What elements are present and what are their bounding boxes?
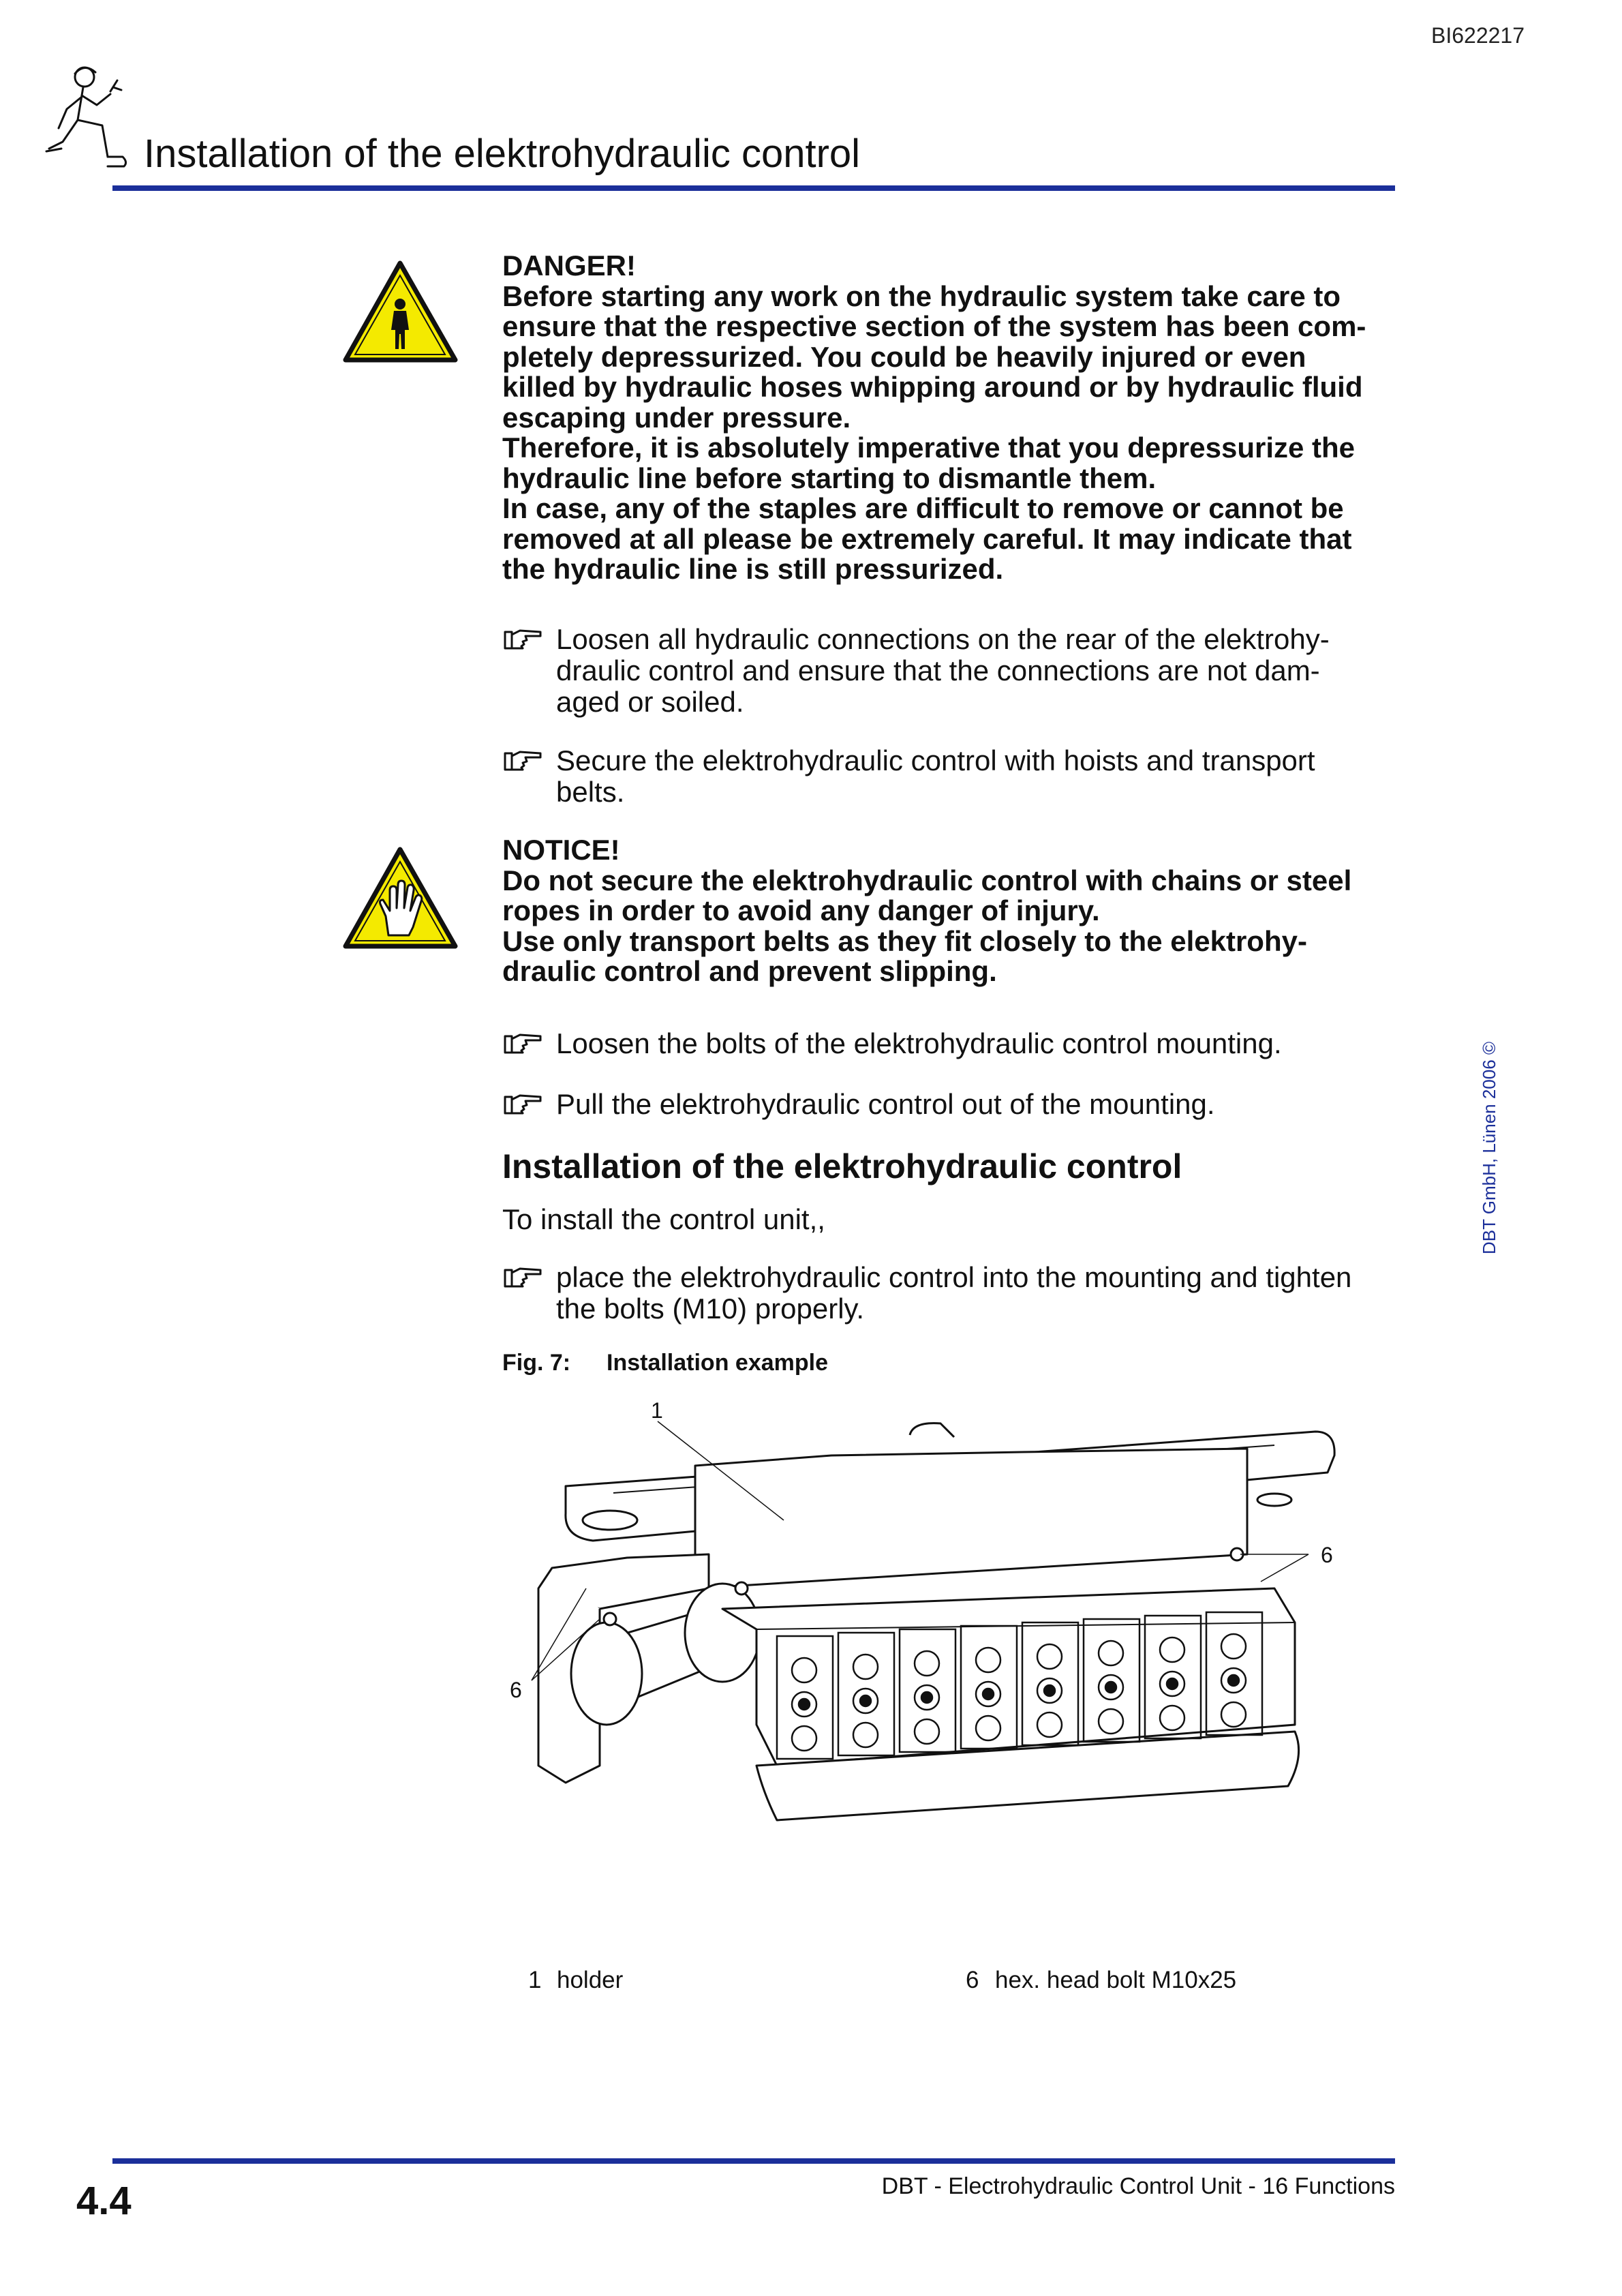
callout-6: 6 (510, 1678, 522, 1702)
notice-heading: NOTICE! (502, 834, 620, 866)
instruction-step (502, 1089, 1402, 1120)
pointing-hand-icon (502, 749, 543, 772)
figure-label: Fig. 7: (502, 1350, 571, 1376)
danger-line: hydraulic line before starting to dismantle them. (502, 462, 1157, 494)
warning-triangle-person-icon (341, 259, 460, 365)
instruction-step (502, 1262, 1402, 1325)
step-line: Loosen the bolts of the elektrohydraulic control mounting. (556, 1027, 1282, 1059)
instruction-step (502, 624, 1402, 718)
instruction-step (502, 1028, 1402, 1059)
pointing-hand-icon (502, 1093, 543, 1116)
page-title: Installation of the elektrohydraulic control (144, 132, 861, 176)
pointing-hand-icon (502, 628, 543, 651)
danger-line: Before starting any work on the hydraulic system take care to (502, 280, 1341, 312)
danger-notice (502, 251, 1402, 585)
step-line: belts. (556, 776, 625, 808)
warning-triangle-hand-icon (341, 845, 460, 952)
step-line: draulic control and ensure that the connections are not dam- (556, 654, 1320, 686)
section-heading: Installation of the elektrohydraulic control (502, 1147, 1182, 1185)
legend-number: 1 (528, 1967, 542, 1993)
notice-line: Use only transport belts as they fit closely to the elektrohy- (502, 924, 1307, 957)
step-line: Pull the elektrohydraulic control out of the mounting. (556, 1088, 1215, 1120)
notice-box (502, 835, 1402, 987)
worker-with-tools-icon (42, 60, 141, 176)
danger-line: ensure that the respective section of the system has been com- (502, 310, 1366, 342)
notice-line: ropes in order to avoid any danger of injury. (502, 894, 1100, 926)
step-line: aged or soiled. (556, 686, 744, 718)
danger-line: killed by hydraulic hoses whipping around or by hydraulic fluid (502, 371, 1363, 403)
callout-1: 1 (651, 1398, 663, 1423)
legend-number: 6 (966, 1967, 979, 1993)
danger-line: pletely depressurized. You could be heavily injured or even (502, 340, 1306, 373)
legend-text: hex. head bolt M10x25 (995, 1967, 1237, 1993)
footer-rule (112, 2158, 1395, 2164)
danger-line: the hydraulic line is still pressurized. (502, 553, 1004, 585)
copyright-notice: DBT GmbH, Lünen 2006 © (1479, 1041, 1499, 1254)
footer-title: DBT - Electrohydraulic Control Unit - 16 Functions (881, 2173, 1395, 2199)
instruction-step (502, 745, 1402, 808)
danger-line: In case, any of the staples are difficult to remove or cannot be (502, 492, 1344, 524)
callout-6: 6 (1321, 1543, 1333, 1567)
step-line: the bolts (M10) properly. (556, 1293, 865, 1325)
figure-title: Installation example (607, 1350, 828, 1376)
step-line: place the elektrohydraulic control into the mounting and tighten (556, 1261, 1352, 1293)
notice-line: Do not secure the elektrohydraulic control with chains or steel (502, 864, 1352, 896)
danger-line: Therefore, it is absolutely imperative that you depressurize the (502, 432, 1356, 464)
document-id: BI622217 (1430, 23, 1525, 48)
header-rule (112, 185, 1395, 191)
section-intro: To install the control unit,, (502, 1203, 825, 1235)
danger-line: escaping under pressure. (502, 401, 851, 434)
danger-heading: DANGER! (502, 250, 636, 282)
legend-text: holder (557, 1967, 624, 1993)
installation-example-drawing (491, 1384, 1349, 1929)
page-number: 4.4 (76, 2179, 132, 2223)
pointing-hand-icon (502, 1032, 543, 1055)
step-line: Loosen all hydraulic connections on the rear of the elektrohy- (556, 623, 1330, 655)
pointing-hand-icon (502, 1266, 543, 1289)
notice-line: draulic control and prevent slipping. (502, 955, 997, 987)
step-line: Secure the elektrohydraulic control with hoists and transport (556, 744, 1315, 776)
danger-line: removed at all please be extremely careful. It may indicate that (502, 522, 1352, 555)
